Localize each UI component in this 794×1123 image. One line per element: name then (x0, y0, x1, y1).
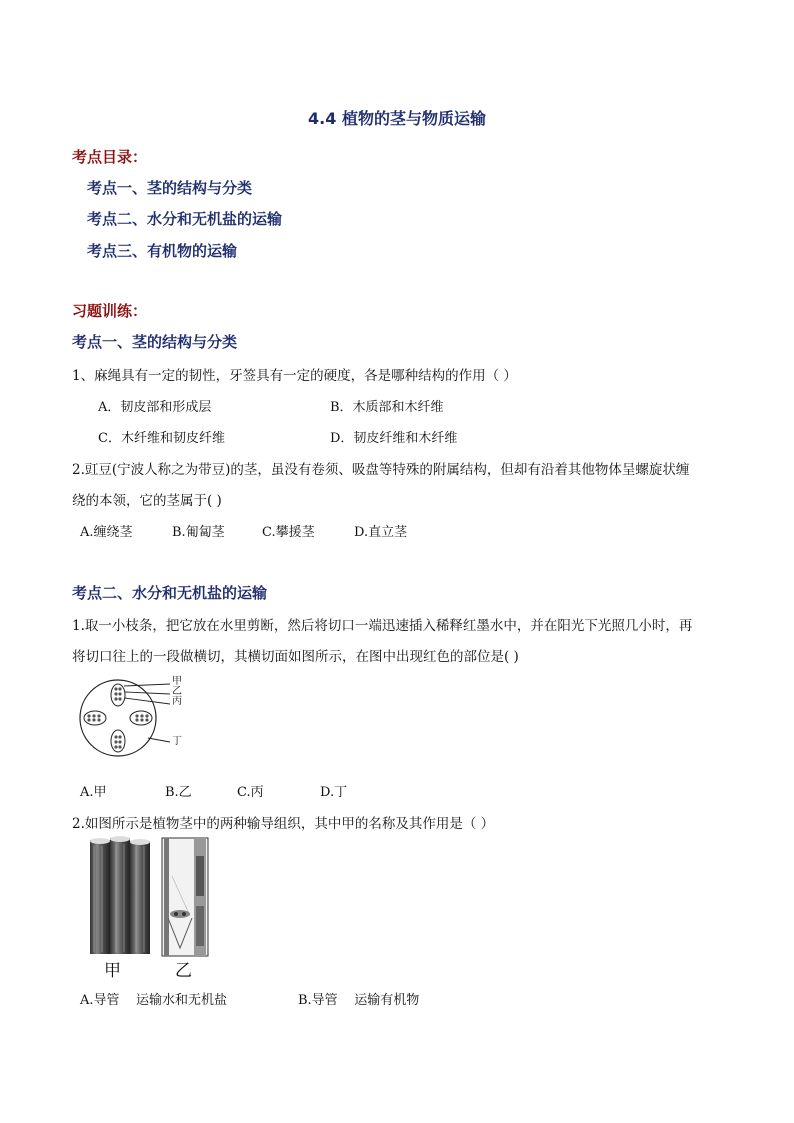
s1-q1-option-c: C．木纤维和韧皮纤维 (98, 431, 225, 446)
s1-q2-option-a: A.缠绕茎 (80, 525, 133, 540)
fig-label-jia: 甲 (172, 676, 182, 687)
s1-q2-option-d: D.直立茎 (354, 525, 408, 540)
s1-q1-option-d: D．韧皮纤维和木纤维 (330, 431, 458, 446)
section-1-heading: 考点一、茎的结构与分类 (72, 333, 238, 351)
vessel-figure-jia (88, 836, 154, 958)
section-2-heading: 考点二、水分和无机盐的运输 (72, 584, 268, 602)
toc-item-2: 考点二、水分和无机盐的运输 (87, 210, 283, 228)
s1-q2-line-2: 绕的本领，它的茎属于( ) (72, 493, 222, 509)
fig-label-ding: 丁 (172, 736, 182, 747)
toc-item-1: 考点一、茎的结构与分类 (87, 179, 253, 197)
toc-item-3: 考点三、有机物的运输 (87, 242, 238, 260)
s2-q2-option-a: A.导管 运输水和无机盐 (80, 993, 228, 1008)
s1-q1-option-a: A．韧皮部和形成层 (98, 400, 212, 415)
s1-q2-option-b: B.匍匐茎 (172, 525, 225, 540)
fig-label-bing: 丙 (172, 696, 182, 707)
s1-q1-text: 1、麻绳具有一定的韧性，牙签具有一定的硬度，各是哪种结构的作用（ ） (72, 368, 517, 384)
fig-label-yi: 乙 (172, 686, 182, 697)
toc-heading: 考点目录： (72, 148, 148, 166)
s1-q2-line-1: 2.豇豆(宁波人称之为带豆)的茎，虽没有卷须、吸盘等特殊的附属结构，但却有沿着其他物体呈螺旋状缠 (72, 462, 690, 478)
s2-q2-option-b: B.导管 运输有机物 (298, 993, 420, 1008)
practice-heading: 习题训练： (72, 302, 148, 320)
fig-label-tube-jia: 甲 (104, 961, 121, 981)
s1-q2-option-c: C.攀援茎 (262, 525, 315, 540)
s2-q1-option-c: C.丙 (237, 785, 264, 800)
s2-q1-option-a: A.甲 (80, 785, 107, 800)
s2-q2-text: 2.如图所示是植物茎中的两种输导组织，其中甲的名称及其作用是（ ） (72, 816, 495, 832)
vessel-figure-yi (160, 836, 210, 958)
fig-label-tube-yi: 乙 (175, 961, 192, 981)
s2-q1-line-2: 将切口往上的一段做横切，其横切面如图所示，在图中出现红色的部位是( ) (72, 649, 519, 665)
s2-q1-option-b: B.乙 (165, 785, 192, 800)
s1-q1-option-b: B．木质部和木纤维 (330, 400, 444, 415)
s2-q1-line-1: 1.取一小枝条，把它放在水里剪断，然后将切口一端迅速插入稀释红墨水中，并在阳光下光照几小时，再 (72, 618, 693, 634)
page-title: 4.4 植物的茎与物质运输 (308, 109, 486, 128)
s2-q1-option-d: D.丁 (320, 785, 348, 800)
